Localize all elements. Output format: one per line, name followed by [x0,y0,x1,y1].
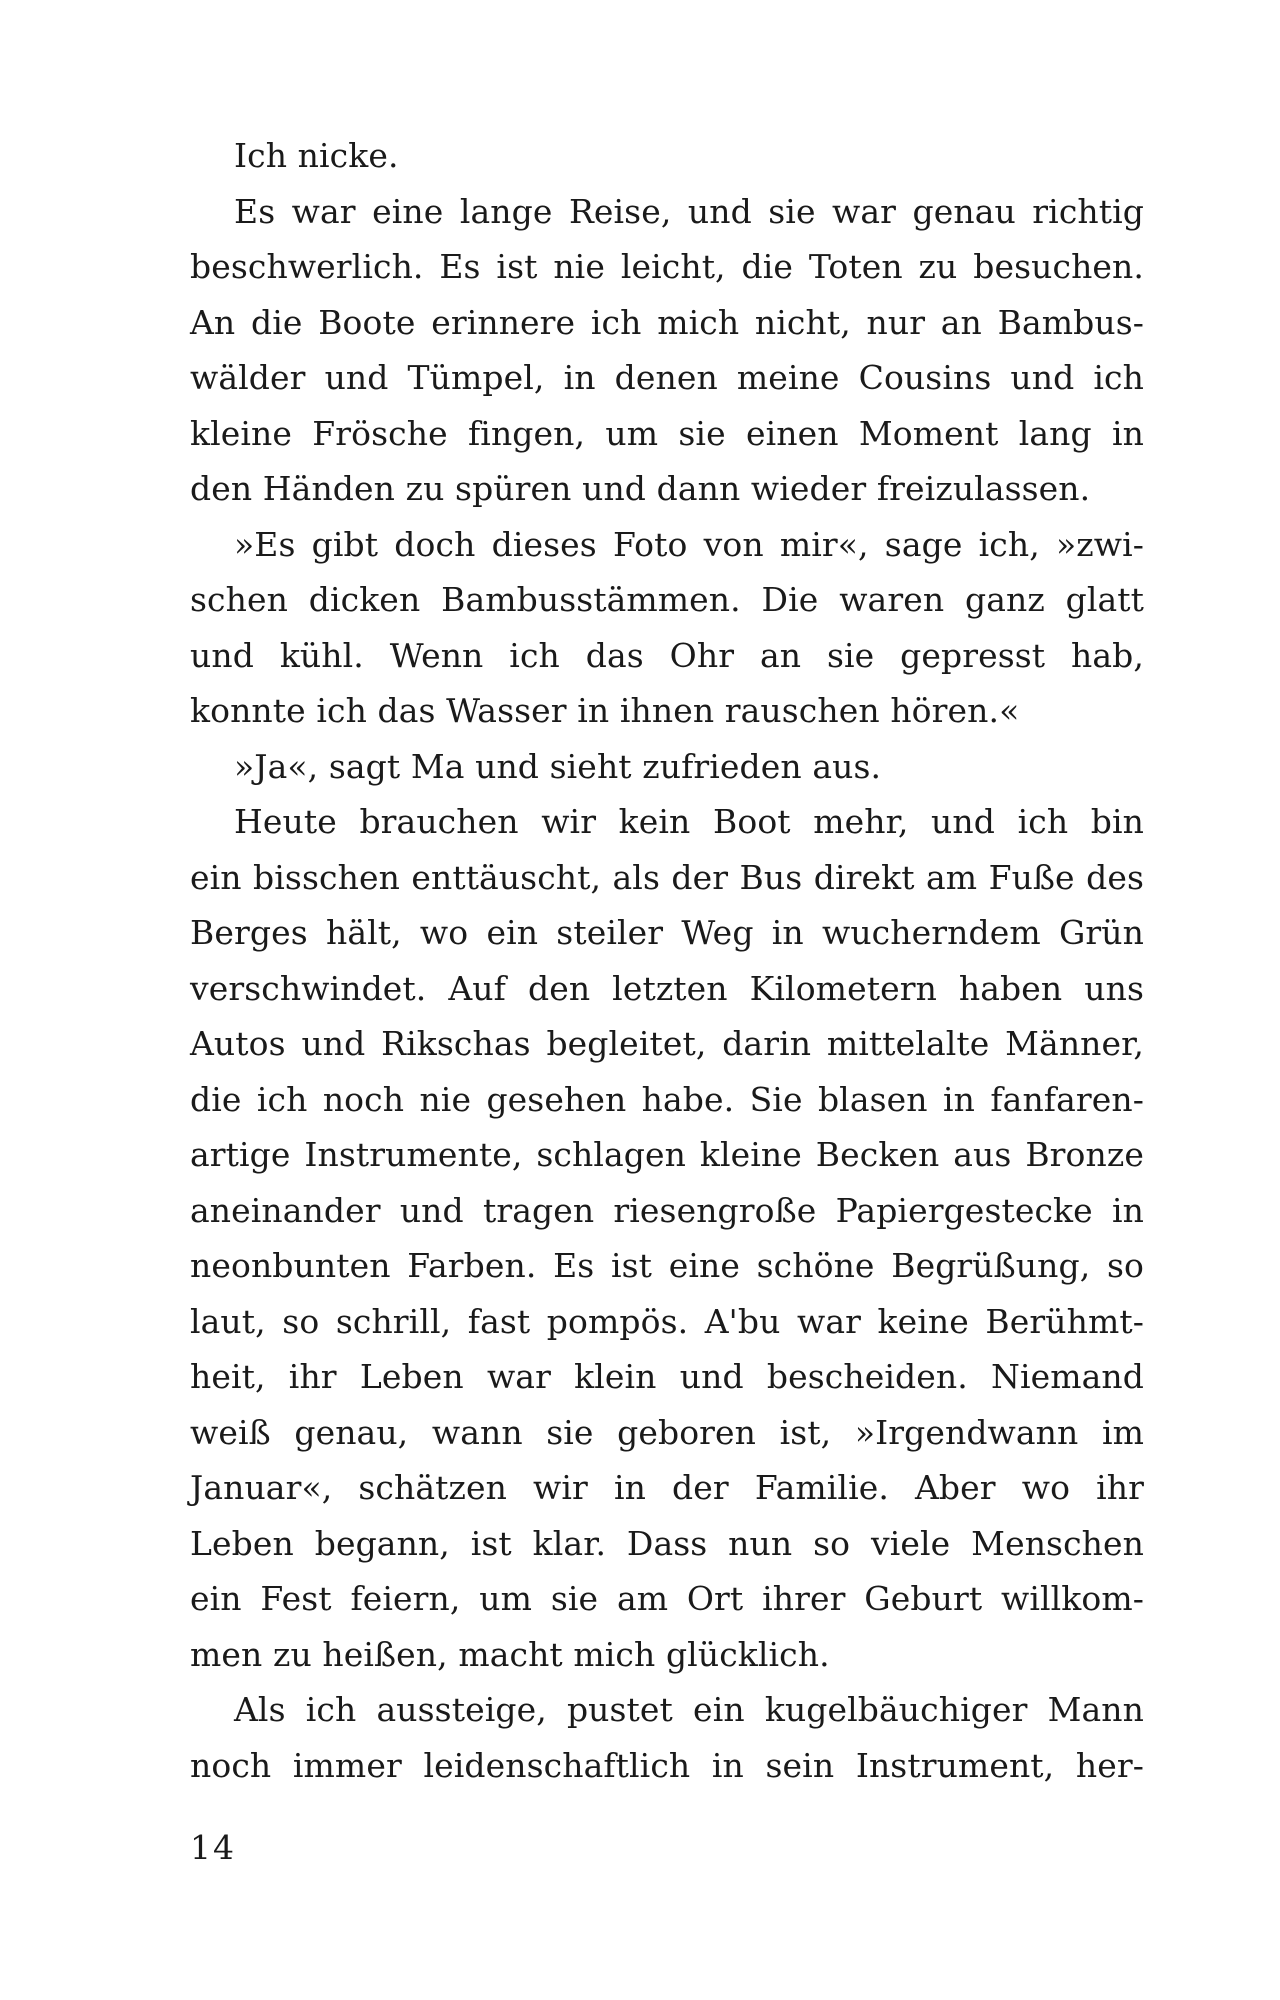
text-line: verschwindet. Auf den letzten Kilometern haben uns [190,968,1144,1008]
text-line: An die Boote erinnere ich mich nicht, nur an Bambus- [190,302,1144,342]
text-line: »Es gibt doch dieses Foto von mir«, sage ich, »zwi- [234,524,1144,564]
text-line: wälder und Tümpel, in denen meine Cousins und ich [190,358,1144,397]
text-line: laut, so schrill, fast pompös. A'bu war keine Berühmt- [190,1301,1144,1341]
text-line: weiß genau, wann sie geboren ist, »Irgendwann im [190,1412,1144,1452]
text-line: Berges hält, wo ein steiler Weg in wucherndem Grün [190,913,1144,952]
text-line: die ich noch nie gesehen habe. Sie blasen in fanfaren- [190,1079,1144,1119]
text-line: Es war eine lange Reise, und sie war genau richtig [234,191,1144,231]
text-line: den Händen zu spüren und dann wieder freizulassen. [190,469,1091,508]
page-number: 14 [190,1828,236,1867]
text-line: men zu heißen, macht mich glücklich. [190,1634,830,1674]
text-line: noch immer leidenschaftlich in sein Instrument, her- [190,1745,1144,1785]
text-line: schen dicken Bambusstämmen. Die waren ganz glatt [190,580,1144,619]
text-line: und kühl. Wenn ich das Ohr an sie gepresst hab, [190,635,1144,675]
text-line: konnte ich das Wasser in ihnen rauschen hören.« [190,691,1020,730]
text-line: »Ja«, sagt Ma und sieht zufrieden aus. [234,746,882,786]
text-line: Heute brauchen wir kein Boot mehr, und ich bin [234,802,1144,841]
text-line: Ich nicke. [234,136,399,175]
text-line: aneinander und tragen riesengroße Papiergestecke in [190,1190,1144,1230]
text-line: ein Fest feiern, um sie am Ort ihrer Geburt willkom- [190,1579,1144,1618]
text-line: Als ich aussteige, pustet ein kugelbäuchiger Mann [234,1690,1144,1729]
text-line: kleine Frösche fingen, um sie einen Moment lang in [190,413,1144,453]
text-line: beschwerlich. Es ist nie leicht, die Toten zu besuchen. [190,247,1144,286]
text-line: artige Instrumente, schlagen kleine Becken aus Bronze [190,1135,1144,1174]
text-line: heit, ihr Leben war klein und bescheiden. Niemand [190,1357,1144,1396]
text-line: ein bisschen enttäuscht, als der Bus direkt am Fuße des [190,857,1144,897]
text-line: Leben begann, ist klar. Dass nun so viele Menschen [190,1523,1144,1563]
text-line: neonbunten Farben. Es ist eine schöne Begrüßung, so [190,1246,1144,1285]
body-text [190,128,1144,1793]
text-line: Januar«, schätzen wir in der Familie. Aber wo ihr [190,1468,1144,1507]
text-line: Autos und Rikschas begleitet, darin mittelalte Männer, [190,1024,1144,1063]
